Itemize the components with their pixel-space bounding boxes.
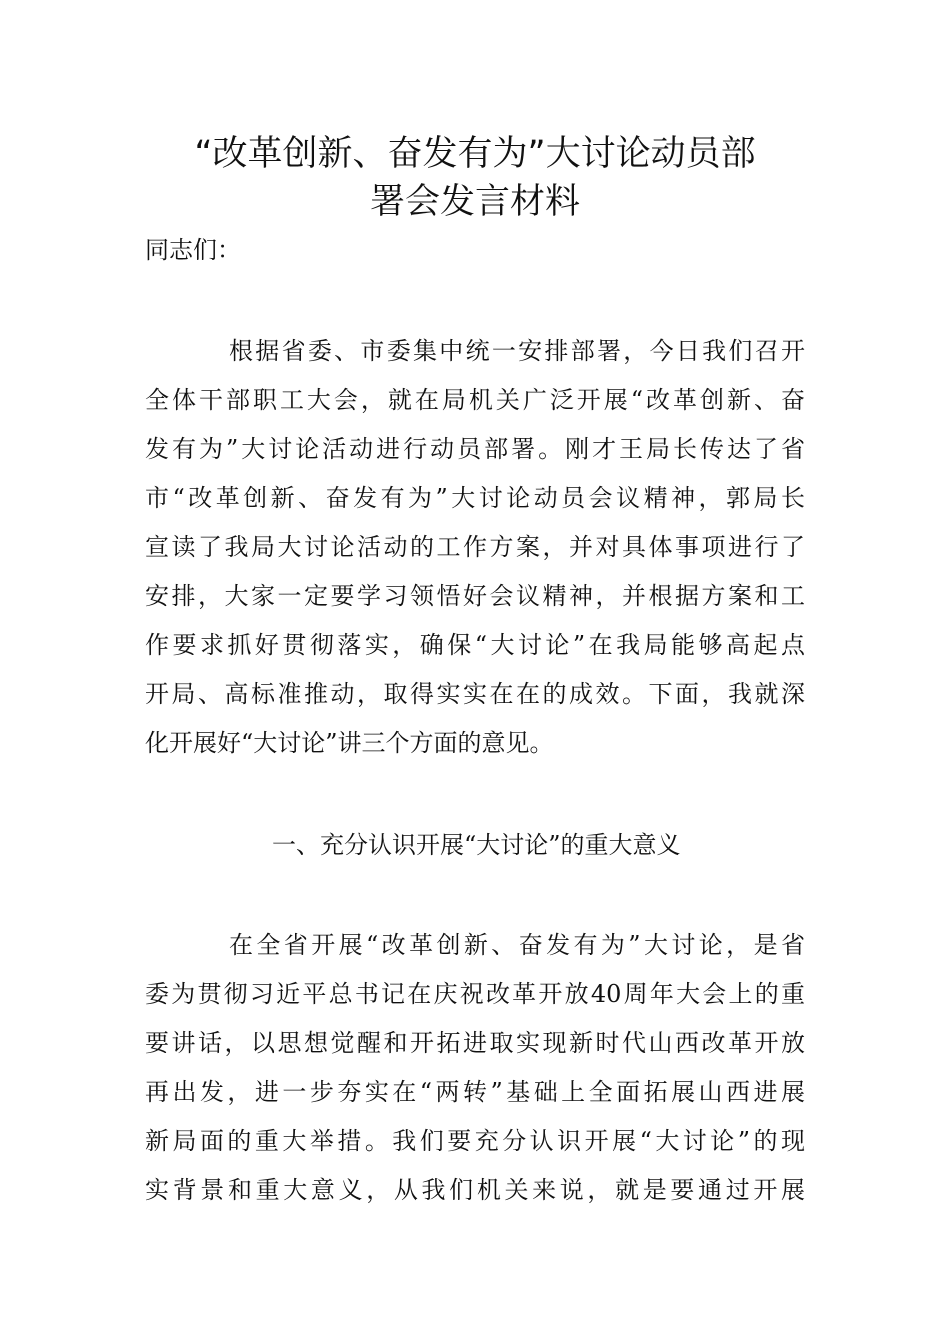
document-title-line-1: “改革创新、奋发有为”大讨论动员部 (194, 134, 756, 174)
paragraph-line: 宣读了我局大讨论活动的工作方案，并对具体事项进行了 (145, 533, 805, 561)
paragraph-line: 要讲话，以思想觉醒和开拓进取实现新时代山西改革开放 (145, 1029, 805, 1057)
paragraph-line: 在全省开展“改革创新、奋发有为”大讨论，是省 (229, 931, 805, 959)
paragraph-line: 全体干部职工大会，就在局机关广泛开展“改革创新、奋 (145, 386, 805, 414)
document-title-line-2: 署会发言材料 (369, 182, 580, 222)
paragraph-line: 安排，大家一定要学习领悟好会议精神，并根据方案和工 (145, 582, 805, 610)
paragraph-line: 开局、高标准推动，取得实实在在的成效。下面，我就深 (145, 680, 805, 708)
paragraph-line: 实背景和重大意义，从我们机关来说，就是要通过开展 (145, 1176, 805, 1204)
paragraph-line: 化开展好“大讨论”讲三个方面的意见。 (145, 729, 554, 757)
paragraph-line: 委为贯彻习近平总书记在庆祝改革开放40周年大会上的重 (145, 980, 805, 1008)
salutation: 同志们： (145, 236, 241, 264)
paragraph-line: 作要求抓好贯彻落实，确保“大讨论”在我局能够高起点 (145, 631, 805, 659)
paragraph-line: 发有为”大讨论活动进行动员部署。刚才王局长传达了省 (145, 435, 805, 463)
paragraph-line: 根据省委、市委集中统一安排部署，今日我们召开 (229, 337, 805, 365)
paragraph-line: 市“改革创新、奋发有为”大讨论动员会议精神，郭局长 (145, 484, 805, 512)
section-heading: 一、充分认识开展“大讨论”的重大意义 (272, 831, 681, 859)
paragraph-line: 新局面的重大举措。我们要充分认识开展“大讨论”的现 (145, 1127, 805, 1155)
paragraph-line: 再出发，进一步夯实在“两转”基础上全面拓展山西进展 (145, 1078, 805, 1106)
